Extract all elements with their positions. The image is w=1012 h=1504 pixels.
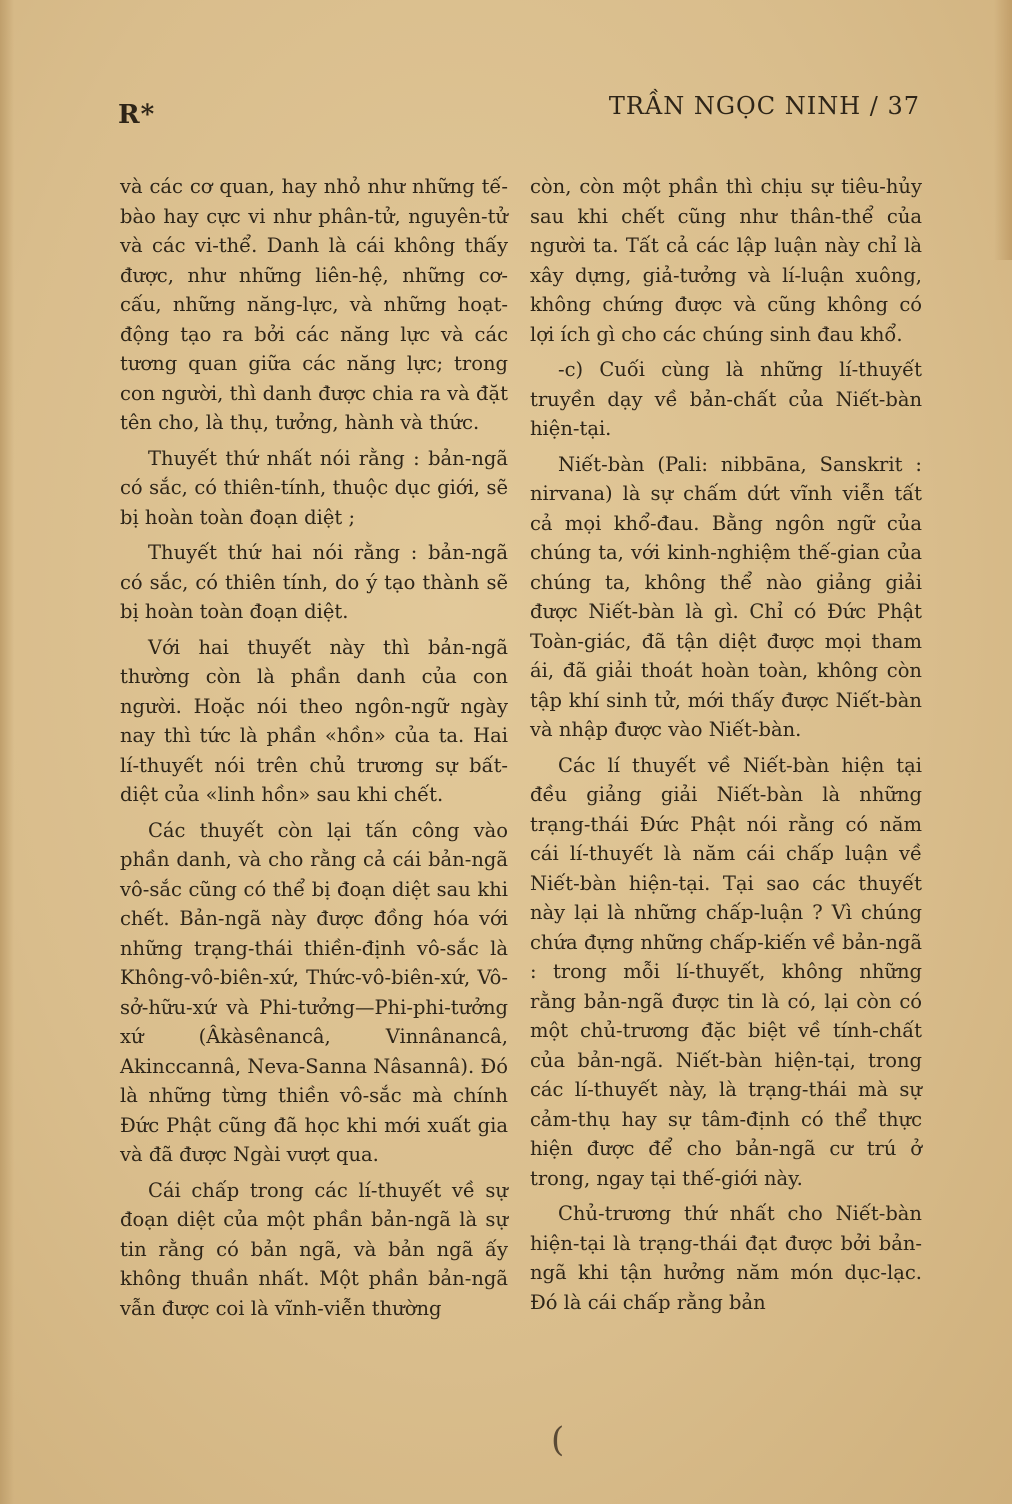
paragraph: Niết-bàn (Pali: nibbāna, Sanskrit : nirvana) là sự chấm dứt vĩnh viễn tất cả mọi khổ-đau. Bằng ngôn ngữ của chúng ta, với kinh-nghiệm thế-gian của chúng ta, không thể nào giảng giải được Niết-bàn là gì. Chỉ có Đức Phật Toàn-giác, đã tận diệt được mọi tham ái, đã giải thoát hoàn toàn, không còn tập khí sinh tử, mới thấy được Niết-bàn và nhập được vào Niết-bàn.: [530, 452, 922, 741]
paragraph: -c) Cuối cùng là những lí-thuyết truyền dạy về bản-chất của Niết-bàn hiện-tại.: [530, 358, 922, 440]
stray-mark: (: [551, 1420, 565, 1460]
paragraph: Các thuyết còn lại tấn công vào phần danh, và cho rằng cả cái bản-ngã vô-sắc cũng có thể bị đoạn diệt sau khi chết. Bản-ngã này được đồng hóa với những trạng-thái thiền-định vô-sắc là Không-vô-biên-xứ, Thức-vô-biên-xứ, Vô-sở-hữu-xứ và Phi-tưởng—Phi-phi-tưởng xứ (Âkàsênancâ, Vinnânancâ, Akinccannâ, Neva-Sanna Nâsannâ). Đó là những từng thiền vô-sắc mà chính Đức Phật cũng đã học khi mới xuất gia và đã được Ngài vượt qua.: [120, 818, 508, 1166]
paragraph: còn, còn một phần thì chịu sự tiêu-hủy sau khi chết cũng như thân-thể của người ta. Tất cả các lập luận này chỉ là xây dựng, giả-tưởng và lí-luận xuông, không chứng được và cũng không có lợi ích gì cho các chúng sinh đau khổ.: [530, 175, 922, 346]
left-column: [120, 172, 508, 1329]
paragraph: và các cơ quan, hay nhỏ như những tế-bào hay cực vi như phân-tử, nguyên-tử và các vi-thể. Danh là cái không thấy được, như những liên-hệ, những cơ-cấu, những năng-lực, và những hoạt-động tạo ra bởi các năng lực và các tương quan giữa các năng lực; trong con người, thì danh được chia ra và đặt tên cho, là thụ, tưởng, hành và thức.: [120, 175, 508, 434]
paragraph: Thuyết thứ nhất nói rằng : bản-ngã có sắc, có thiên-tính, thuộc dục giới, sẽ bị hoàn toàn đoạn diệt ;: [120, 446, 508, 529]
paragraph: Cái chấp trong các lí-thuyết về sự đoạn diệt của một phần bản-ngã là sự tin rằng có bản ngã, và bản ngã ấy không thuần nhất. Một phần bản-ngã vẫn được coi là vĩnh-viễn thường: [120, 1178, 508, 1320]
running-header: TRẦN NGỌC NINH / 37: [608, 92, 920, 120]
paragraph: Các lí thuyết về Niết-bàn hiện tại đều giảng giải Niết-bàn là những trạng-thái Đức Phật nói rằng có năm cái lí-thuyết là năm cái chấp luận về Niết-bàn hiện-tại. Tại sao các thuyết này lại là những chấp-luận ? Vì chúng chứa đựng những chấp-kiến về bản-ngã : trong mỗi lí-thuyết, không những rằng bản-ngã được tin là có, lại còn có một chủ-trương đặc biệt về tính-chất của bản-ngã. Niết-bàn hiện-tại, trong các lí-thuyết này, là trạng-thái mà sự cảm-thụ hay sự tâm-định có thể thực hiện được để cho bản-ngã cư trú ở trong, ngay tại thế-giới này.: [530, 753, 922, 1190]
paragraph: Thuyết thứ hai nói rằng : bản-ngã có sắc, có thiên tính, do ý tạo thành sẽ bị hoàn toàn đoạn diệt.: [120, 541, 508, 623]
paragraph: Chủ-trương thứ nhất cho Niết-bàn hiện-tại là trạng-thái đạt được bởi bản-ngã khi tận hưởng năm món dục-lạc. Đó là cái chấp rằng bản: [530, 1202, 922, 1314]
paragraph: Với hai thuyết này thì bản-ngã thường còn là phần danh của con người. Hoặc nói theo ngôn-ngữ ngày nay thì tức là phần «hồn» của ta. Hai lí-thuyết nói trên chủ trương sự bất-diệt của «linh hồn» sau khi chết.: [120, 635, 508, 806]
page-mark: R*: [118, 100, 156, 130]
right-column: [530, 172, 922, 1323]
